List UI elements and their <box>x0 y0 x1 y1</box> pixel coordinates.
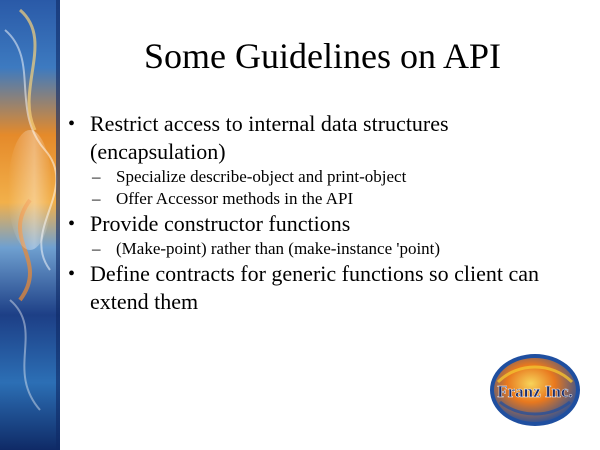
bullet-text: Provide constructor functions <box>90 211 351 236</box>
slide-title: Some Guidelines on API <box>144 36 501 76</box>
sub-bullet-item <box>68 188 583 210</box>
franz-logo-icon <box>488 352 582 428</box>
bullet-text: Restrict access to internal data structures (encapsulation) <box>90 111 449 164</box>
sub-bullet-glyph: – <box>92 189 101 208</box>
bullet-text: Define contracts for generic functions so client can extend them <box>90 261 539 314</box>
side-band-art-icon <box>0 0 60 450</box>
bullet-glyph: • <box>68 263 76 285</box>
bullet-item <box>68 260 583 316</box>
bullet-item <box>68 110 583 166</box>
franz-inc-logo <box>488 352 582 428</box>
sub-bullet-glyph: – <box>92 167 101 186</box>
bullet-glyph: • <box>68 113 76 135</box>
decorative-side-band <box>0 0 60 450</box>
sub-bullet-text: Offer Accessor methods in the API <box>116 189 354 208</box>
sub-bullet-glyph: – <box>92 239 101 258</box>
bullet-glyph: • <box>68 213 76 235</box>
logo-text: Franz Inc. <box>497 382 573 401</box>
bullet-item <box>68 210 583 238</box>
sub-bullet-item <box>68 238 583 260</box>
sub-bullet-text: Specialize describe-object and print-object <box>116 167 407 186</box>
sub-bullet-item <box>68 166 583 188</box>
sub-bullet-text: (Make-point) rather than (make-instance 'point) <box>116 239 441 258</box>
bullet-list <box>68 110 583 316</box>
